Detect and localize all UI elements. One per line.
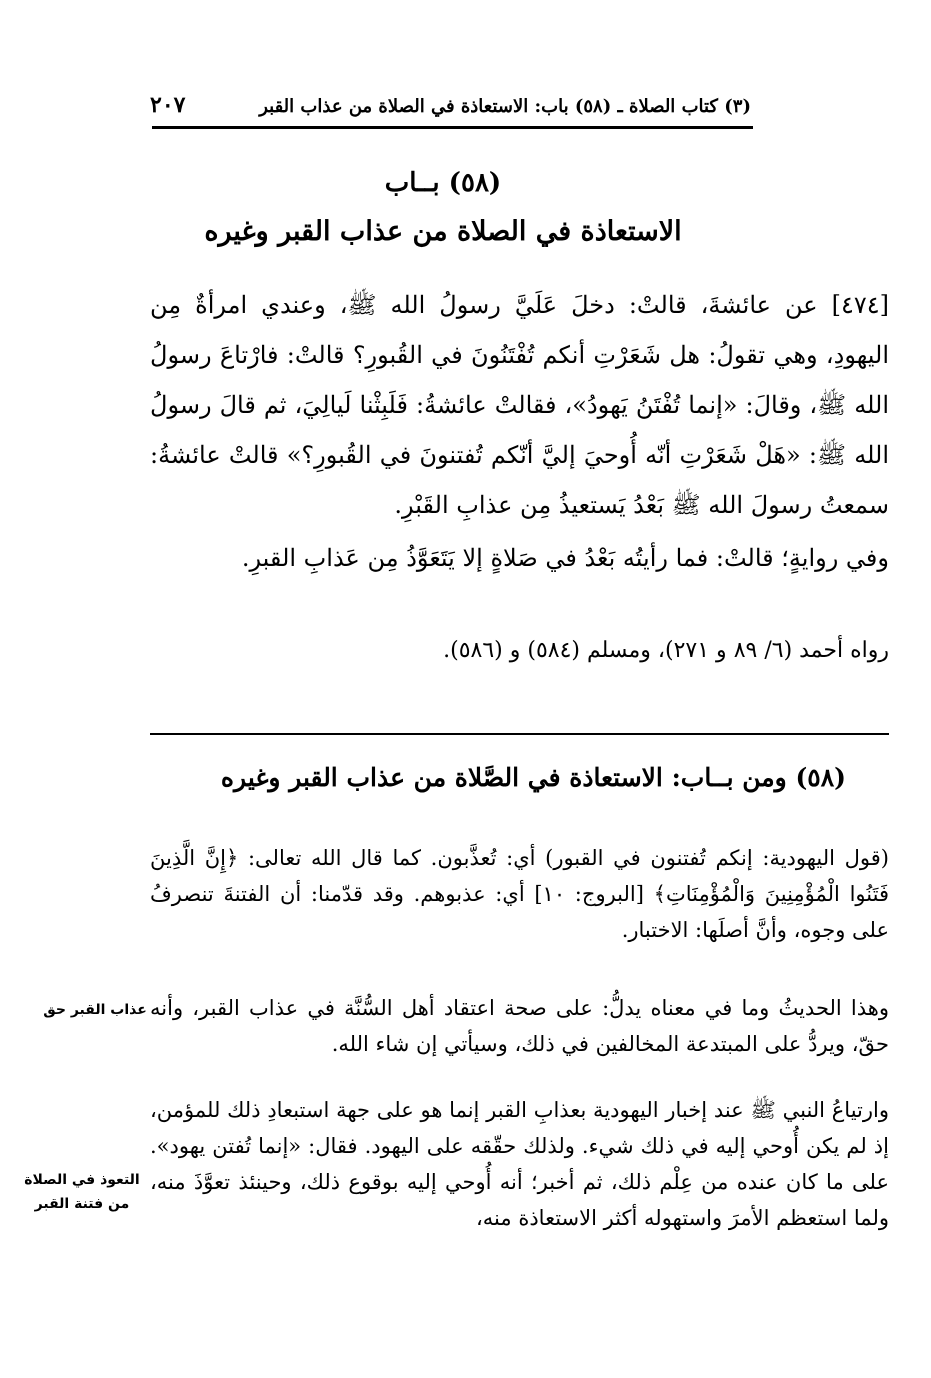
commentary-paragraph bbox=[150, 840, 889, 948]
chapter-title: الاستعاذة في الصلاة من عذاب القبر وغيره bbox=[204, 216, 682, 247]
hadith-riwaya: وفي روايةٍ؛ قالتْ: فما رأيتُه بَعْدُ في صَلاةٍ إلا يَتَعَوَّذُ مِن عَذابِ القبرِ. bbox=[241, 544, 889, 572]
section-divider bbox=[150, 733, 889, 735]
commentary-text-1: (قول اليهودية: إنكم تُفتنون في القبور) أي: تُعذَّبون. كما قال الله تعالى: ﴿إِنَّ الَّذِينَ فَتَنُوا الْمُؤْمِنِينَ وَالْمُؤْمِنَاتِ﴾ [البروج: ١٠] أي: عذبوهم. وقد قدّمنا: أن الفتنةَ تنصرفُ على وجوه، وأنَّ أصلَها: الاختبار. bbox=[150, 846, 889, 942]
running-title: (٣) كتاب الصلاة ـ (٥٨) باب: الاستعاذة في الصلاة من عذاب القبر bbox=[259, 96, 751, 117]
hadith-text bbox=[150, 280, 889, 530]
margin-note: عذاب القبر حق bbox=[43, 1002, 147, 1018]
page-number: ٢٠٧ bbox=[150, 92, 186, 118]
chapter-heading: (٥٨) بــاب bbox=[384, 168, 502, 198]
commentary-heading: (٥٨) ومن بــاب: الاستعاذة في الصَّلاة من عذاب القبر وغيره bbox=[220, 763, 846, 792]
header-divider bbox=[152, 126, 753, 129]
commentary-text-3: وارتياعُ النبي ﷺ عند إخبار اليهودية بعذابِ القبر إنما هو على جهة استبعادِ ذلك للمؤمن، إذ لم يكن أُوحي إليه في ذلك شيء. ولذلك حقّقه على اليهود. فقال: «إنما تُفتن يهود». على ما كان عنده من عِلْم ذلك، ثم أخبر؛ أنه أُوحي إليه بوقوع ذلك، وحينئذ تعوَّذَ منه، ولما استعظم الأمرَ واستهوله أكثر الاستعاذة منه، bbox=[150, 1098, 889, 1230]
commentary-paragraph bbox=[150, 1092, 889, 1236]
commentary-paragraph bbox=[150, 990, 889, 1062]
hadith-takhrij: رواه أحمد (٦/ ٨٩ و ٢٧١)، ومسلم (٥٨٤) و (٥٨٦). bbox=[443, 638, 889, 663]
margin-note: التعوذ في الصلاة من فتنة القبر bbox=[24, 1172, 140, 1212]
hadith-main: [٤٧٤] عن عائشةَ، قالتْ: دخلَ عَلَيَّ رسولُ الله ﷺ، وعندي امرأةٌ مِن اليهودِ، وهي تقولُ: هل شَعَرْتِ أنكم تُفْتَنُونَ في القُبورِ؟ قالتْ: فارْتاعَ رسولُ الله ﷺ، وقالَ: «إنما تُفْتَنُ يَهودُ»، فقالتْ عائشةُ: فَلَبِثْنا لَيالِيَ، ثم قالَ رسولُ الله ﷺ: «هَلْ شَعَرْتِ أنّه أُوحيَ إليَّ أنّكم تُفتنونَ في القُبورِ؟» قالتْ عائشةُ: سمعتُ رسولَ الله ﷺ بَعْدُ يَستعيذُ مِن عذابِ القَبْرِ. bbox=[150, 291, 889, 519]
commentary-text-2: وهذا الحديثُ وما في معناه يدلُّ: على صحة اعتقاد أهل السُّنَّة في عذاب القبر، وأنه حقّ، ويردُّ على المبتدعة المخالفين في ذلك، وسيأتي إن شاء الله. bbox=[150, 996, 889, 1056]
